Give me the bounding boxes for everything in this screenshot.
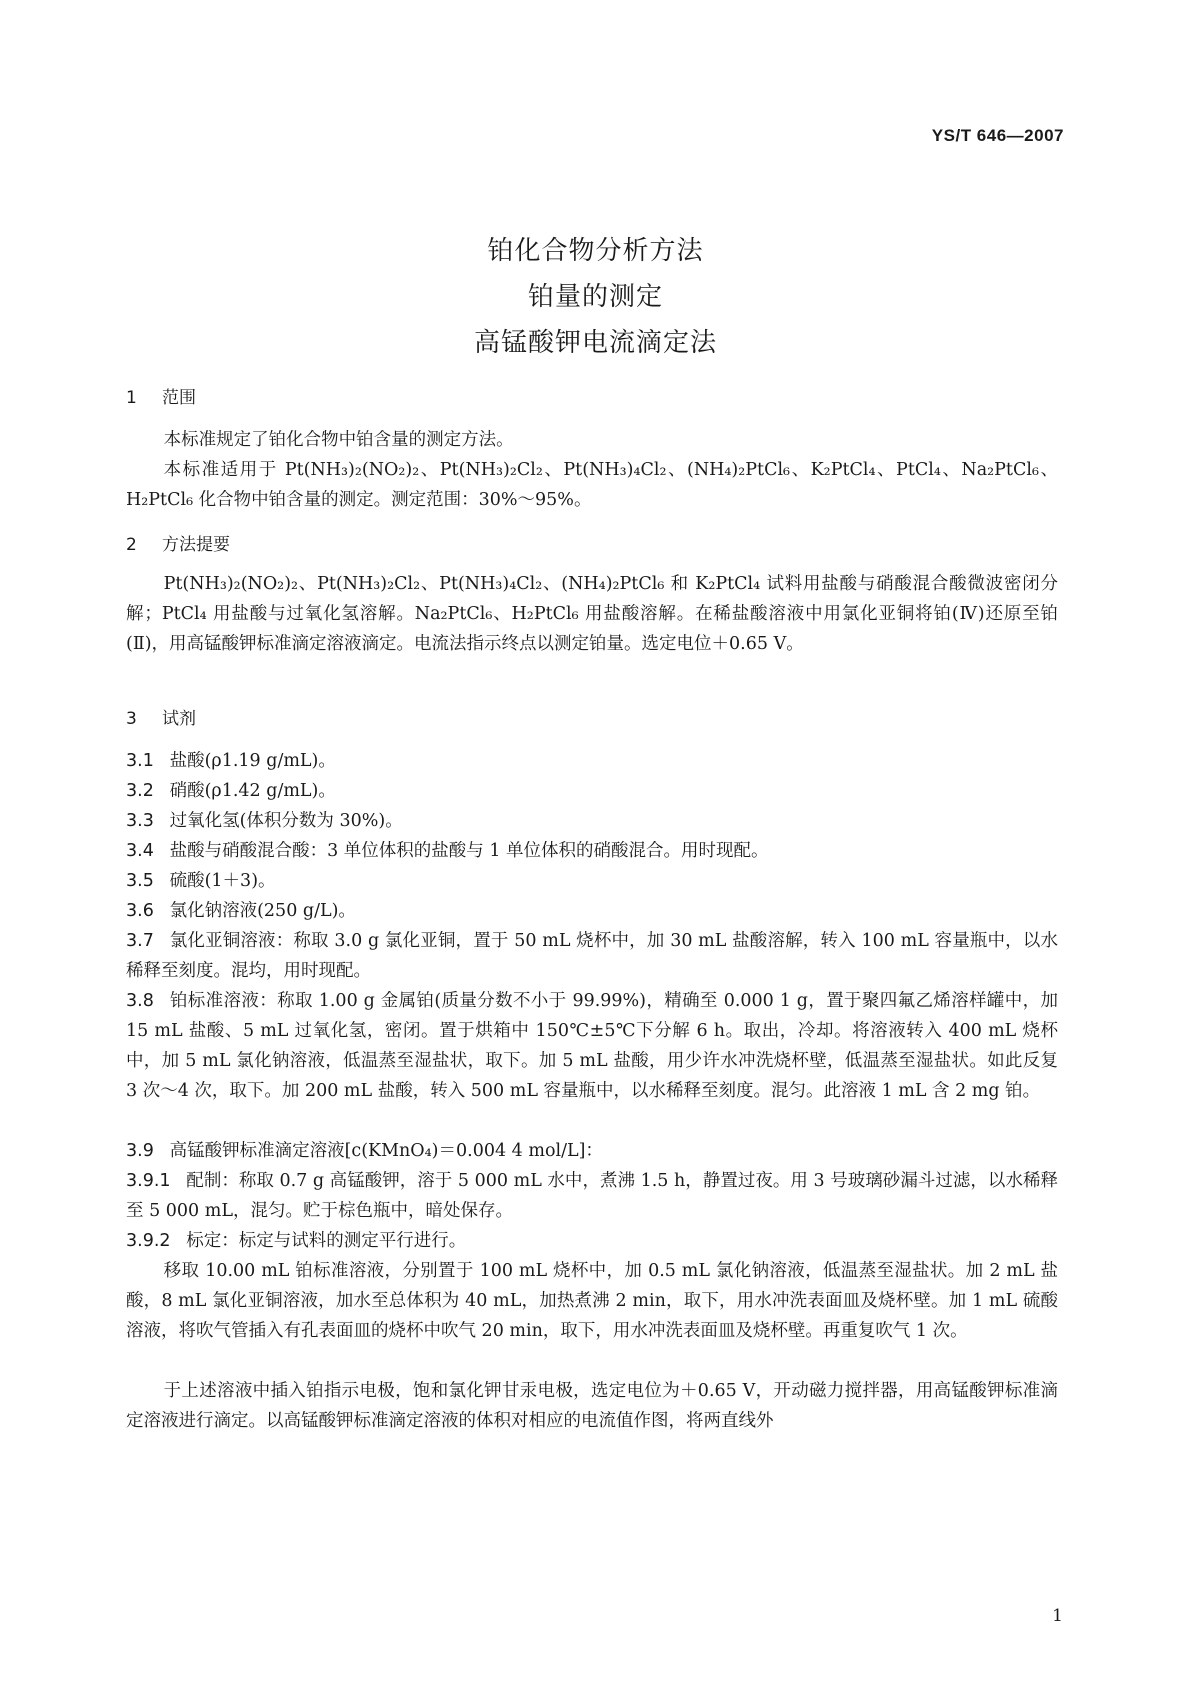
title-line-1: 铂化合物分析方法 — [487, 236, 704, 266]
clause-number: 3.6 — [126, 901, 154, 921]
clause-3-5 — [126, 866, 1058, 896]
title-line-2: 铂量的测定 — [527, 282, 663, 312]
section-3-paragraph-2: 于上述溶液中插入铂指示电极，饱和氯化钾甘汞电极，选定电位为＋0.65 V，开动磁力搅拌器，用高锰酸钾标准滴定溶液进行滴定。以高锰酸钾标准滴定溶液的体积对相应的电流值作图，将两直线外 — [126, 1381, 1058, 1431]
section-number: 1 — [126, 388, 137, 408]
section-number: 2 — [126, 535, 137, 555]
clause-text: 高锰酸钾标准滴定溶液[c(KMnO₄)＝0.004 4 mol/L]： — [169, 1141, 603, 1161]
clause-number: 3.8 — [126, 991, 154, 1011]
section-3-paragraph-1: 移取 10.00 mL 铂标准溶液，分别置于 100 mL 烧杯中，加 0.5 mL 氯化钠溶液，低温蒸至湿盐状。加 2 mL 盐酸，8 mL 氯化亚铜溶液，加水至总体积为 40 mL，加热煮沸 2 min，取下，用水冲洗表面皿及烧杯壁。加 1 mL 硫酸溶液，将吹气管插入有孔表面皿的烧杯中吹气 20 min，取下，用水冲洗表面皿及烧杯壁。再重复吹气 1 次。 — [126, 1261, 1058, 1341]
clause-3-9-1 — [126, 1166, 1058, 1226]
clause-number: 3.9.1 — [126, 1171, 171, 1191]
clause-3-4 — [126, 836, 1058, 866]
clause-3-9 — [126, 1136, 1058, 1166]
section-1-paragraph-1: 本标准规定了铂化合物中铂含量的测定方法。 — [163, 430, 514, 450]
clause-number: 3.2 — [126, 781, 154, 801]
clause-text: 过氧化氢(体积分数为 30%)。 — [169, 811, 403, 831]
clause-number: 3.5 — [126, 871, 154, 891]
section-title: 试剂 — [162, 709, 196, 729]
clause-text: 盐酸与硝酸混合酸：3 单位体积的盐酸与 1 单位体积的硝酸混合。用时现配。 — [169, 841, 769, 861]
clause-number: 3.9 — [126, 1141, 154, 1161]
clause-3-3 — [126, 806, 1058, 836]
clause-text: 铂标准溶液：称取 1.00 g 金属铂(质量分数不小于 99.99%)，精确至 0.000 1 g，置于聚四氟乙烯溶样罐中，加 15 mL 盐酸、5 mL 过氧化氢，密闭。置于烘箱中 150℃±5℃下分解 6 h。取出，冷却。将溶液转入 400 mL 烧杯中，加 5 mL 氯化钠溶液，低温蒸至湿盐状，取下。加 5 mL 盐酸，用少许水冲洗烧杯壁，低温蒸至湿盐状。如此反复 3 次～4 次，取下。加 200 mL 盐酸，转入 500 mL 容量瓶中，以水稀释至刻度。混匀。此溶液 1 mL 含 2 mg 铂。 — [126, 991, 1058, 1101]
clause-text: 标定：标定与试料的测定平行进行。 — [186, 1231, 467, 1251]
title-line-3: 高锰酸钾电流滴定法 — [473, 328, 717, 358]
clause-number: 3.3 — [126, 811, 154, 831]
standard-code: YS/T 646—2007 — [931, 126, 1064, 145]
section-1-heading — [126, 383, 1058, 413]
clause-text: 氯化钠溶液(250 g/L)。 — [169, 901, 356, 921]
section-2-heading — [126, 530, 1058, 560]
clause-text: 盐酸(ρ1.19 g/mL)。 — [169, 751, 336, 771]
clause-number: 3.4 — [126, 841, 154, 861]
clause-text: 硝酸(ρ1.42 g/mL)。 — [169, 781, 336, 801]
clause-3-6 — [126, 896, 1058, 926]
clause-text: 硫酸(1＋3)。 — [169, 871, 276, 891]
clause-number: 3.9.2 — [126, 1231, 171, 1251]
clause-3-7 — [126, 926, 1058, 986]
clause-3-1 — [126, 746, 1058, 776]
clause-3-8 — [126, 986, 1058, 1106]
clause-3-9-2 — [126, 1226, 1058, 1256]
section-title: 范围 — [162, 388, 196, 408]
section-1-paragraph-2: 本标准适用于 Pt(NH₃)₂(NO₂)₂、Pt(NH₃)₂Cl₂、Pt(NH₃)₄Cl₂、(NH₄)₂PtCl₆、K₂PtCl₄、PtCl₄、Na₂PtCl₆、H₂PtCl₆ 化合物中铂含量的测定。测定范围：30%～95%。 — [126, 460, 1058, 510]
section-title: 方法提要 — [162, 535, 230, 555]
clause-number: 3.7 — [126, 931, 154, 951]
page-number: 1 — [1052, 1606, 1063, 1626]
clause-number: 3.1 — [126, 751, 154, 771]
clause-text: 配制：称取 0.7 g 高锰酸钾，溶于 5 000 mL 水中，煮沸 1.5 h，静置过夜。用 3 号玻璃砂漏斗过滤，以水稀释至 5 000 mL，混匀。贮于棕色瓶中，暗处保存。 — [126, 1171, 1058, 1221]
section-2-paragraph-1: Pt(NH₃)₂(NO₂)₂、Pt(NH₃)₂Cl₂、Pt(NH₃)₄Cl₂、(NH₄)₂PtCl₆ 和 K₂PtCl₄ 试料用盐酸与硝酸混合酸微波密闭分解；PtCl₄ 用盐酸与过氧化氢溶解。Na₂PtCl₆、H₂PtCl₆ 用盐酸溶解。在稀盐酸溶液中用氯化亚铜将铂(Ⅳ)还原至铂(Ⅱ)，用高锰酸钾标准滴定溶液滴定。电流法指示终点以测定铂量。选定电位＋0.65 V。 — [126, 574, 1058, 654]
section-number: 3 — [126, 709, 137, 729]
clause-text: 氯化亚铜溶液：称取 3.0 g 氯化亚铜，置于 50 mL 烧杯中，加 30 mL 盐酸溶解，转入 100 mL 容量瓶中，以水稀释至刻度。混均，用时现配。 — [126, 931, 1058, 981]
section-3-heading — [126, 704, 1058, 734]
clause-3-2 — [126, 776, 1058, 806]
